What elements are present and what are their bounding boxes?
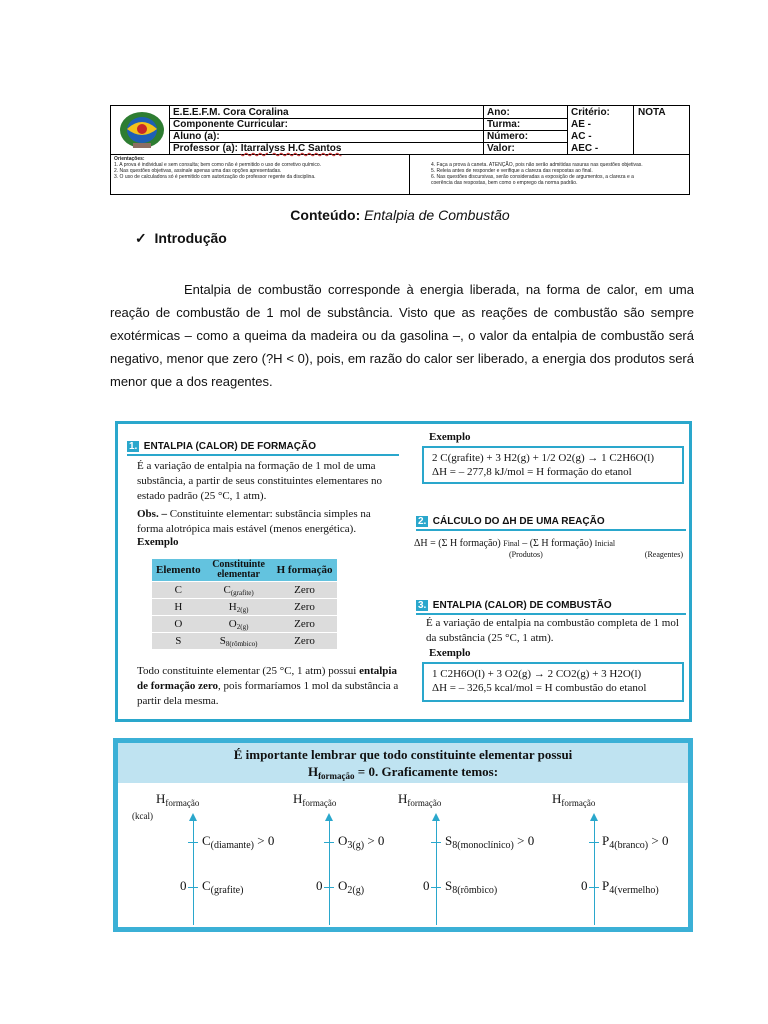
species-sub: 4(vermelho) [609, 885, 659, 896]
professor-label: Professor (a): [173, 143, 239, 154]
header-table [110, 105, 690, 195]
zero-label: 0 [316, 878, 323, 893]
species: O [338, 833, 348, 848]
y-axis [329, 819, 330, 925]
aec-label: AEC - [571, 143, 599, 154]
formula-sub: (grafite) [230, 588, 254, 597]
formula: C [223, 583, 231, 596]
professor-name: Itarralyss H.C Santos [240, 143, 342, 154]
section-heading [135, 230, 227, 247]
table-cell: Zero [273, 633, 337, 650]
table-cell: Zero [273, 582, 337, 599]
upper-tick [589, 842, 599, 843]
section1-heading [127, 436, 399, 456]
upper-label [602, 833, 668, 851]
species: C [202, 833, 211, 848]
species-sub: 8(monoclínico) [452, 840, 514, 851]
orientacao-item: 2. Nas questões objetivas, assinale apenas uma das opções apresentadas. [114, 168, 282, 174]
upper-tick [188, 842, 198, 843]
banner-h: H [307, 764, 319, 779]
species-sub: 2(g) [347, 885, 365, 896]
axis-sub: formação [561, 798, 596, 808]
footer-bold: entalpia de formação zero [137, 665, 397, 692]
content-topic: Entalpia de Combustão [364, 207, 510, 223]
exemplo-label-2: Exemplo [429, 431, 471, 443]
combustion-example-box [422, 662, 684, 702]
content-title [0, 207, 768, 223]
species-tail: > 0 [253, 833, 275, 848]
axis-h: H [398, 791, 408, 806]
lower-label [602, 878, 659, 896]
section2-number: 2. [418, 516, 427, 527]
upper-label [445, 833, 534, 851]
section3-title: ENTALPIA (CALOR) DE COMBUSTÃO [432, 600, 612, 611]
formula-sub: 2(g) [236, 622, 249, 631]
table-row [152, 582, 337, 599]
species-sub: (diamante) [210, 840, 254, 851]
y-axis [594, 819, 595, 925]
axis-title [398, 791, 441, 808]
obs-text [137, 507, 397, 537]
axis-h: H [156, 791, 166, 806]
footer-text: , pois formaríamos 1 mol da substância a partir dela mesma. [137, 680, 399, 707]
y-axis [193, 819, 194, 925]
upper-label [338, 833, 384, 851]
section2-heading [416, 511, 686, 531]
formula-sub: 8(rômbico) [225, 639, 258, 648]
content-label: Conteúdo: [290, 207, 361, 223]
species-tail: > 0 [513, 833, 535, 848]
lower-tick [589, 887, 599, 888]
banner-tail: = 0. Graficamente temos: [354, 764, 499, 779]
formula-sub: 2(g) [236, 605, 249, 614]
criterio-label: Critério: [571, 107, 610, 118]
ae-label: AE - [571, 119, 591, 130]
axis-title [156, 791, 199, 808]
ano-label: Ano: [487, 107, 510, 118]
table-cell [205, 616, 273, 633]
banner-line2 [118, 763, 688, 785]
kcal-label: (kcal) [132, 811, 153, 821]
formation-example-box [422, 446, 684, 484]
graph-banner [118, 743, 688, 783]
upper-label [202, 833, 274, 851]
table-row [152, 616, 337, 633]
formula-part: ΔH = (Σ H formação) [414, 538, 501, 549]
species-sub: (grafite) [210, 885, 244, 896]
orientacao-item: 1. A prova é individual e sem consulta; bem como não é permitido o uso de corretivo químico. [114, 162, 322, 168]
obs-body: Constituinte elementar: substância simples na forma alotrópica mais estável (menos energética). [137, 508, 371, 535]
orientacoes-right [431, 162, 686, 186]
lower-tick [324, 887, 334, 888]
table-cell: Zero [273, 599, 337, 616]
y-axis [436, 819, 437, 925]
orientacao-item: 3. O uso de calculadora só é permitido com autorização do professor regente da disciplina. [114, 174, 316, 180]
table-cell: C [152, 582, 205, 599]
obs-label: Obs. – [137, 508, 167, 520]
zero-label: 0 [180, 878, 187, 893]
axis-title [552, 791, 595, 808]
species: O [338, 878, 348, 893]
nota-label: NOTA [638, 107, 666, 118]
graph-figure [113, 738, 693, 932]
formula-inicial: Inicial [594, 539, 616, 548]
delta-h-formula [414, 538, 689, 560]
formation-table [152, 559, 337, 649]
banner-line1: É importante lembrar que todo constituinte elementar possui [233, 747, 573, 762]
formation-equation: 2 C(grafite) + 3 H2(g) + 1/2 O2(g) → 1 C2H6O(l) [432, 452, 654, 464]
valor-label: Valor: [487, 143, 515, 154]
table-header: Constituinte elementar [205, 559, 273, 582]
banner-sub: formação [318, 771, 355, 781]
upper-tick [431, 842, 441, 843]
combustion-delta-h: ΔH = – 326,5 kcal/mol = H combustão do etanol [432, 682, 647, 694]
table-cell: S [152, 633, 205, 650]
school-logo [117, 109, 167, 151]
axis-h: H [552, 791, 562, 806]
exemplo-label-1: Exemplo [137, 536, 179, 548]
lower-tick [188, 887, 198, 888]
entalpia-figure [115, 421, 692, 722]
table-cell [205, 633, 273, 650]
graph-inner [118, 743, 688, 927]
formula-labels [414, 549, 689, 560]
species: P [602, 833, 610, 848]
species-tail: > 0 [648, 833, 669, 848]
school-name: E.E.E.F.M. Cora Coralina [173, 107, 289, 118]
turma-label: Turma: [487, 119, 521, 130]
species: C [202, 878, 211, 893]
upper-tick [324, 842, 334, 843]
formula: O [228, 617, 237, 630]
section2-title: CÁLCULO DO ΔH DE UMA REAÇÃO [432, 516, 605, 527]
section1-footer [137, 664, 402, 709]
species: P [602, 878, 610, 893]
axis-sub: formação [407, 798, 442, 808]
formula: S [219, 634, 226, 647]
table-cell [205, 599, 273, 616]
componente-label: Componente Curricular: [173, 119, 289, 130]
zero-label: 0 [581, 878, 588, 893]
footer-text: Todo constituinte elementar (25 °C, 1 atm) possui [137, 665, 357, 677]
check-icon: ✓ [135, 230, 147, 246]
table-header: Elemento [152, 559, 205, 582]
aluno-label: Aluno (a): [173, 131, 220, 142]
section3-text: É a variação de entalpia na combustão completa de 1 mol da substância (25 °C, 1 atm). [426, 617, 679, 644]
formula-reagentes: (Reagentes) [644, 550, 683, 559]
formula-final: Final [503, 539, 520, 548]
formula-part: – (Σ H formação) [522, 538, 593, 549]
orientacao-item: 6. Nas questões discursivas, serão consideradas a exposição de argumentos, a clareza e a [431, 174, 634, 180]
lower-tick [431, 887, 441, 888]
section1-number: 1. [129, 441, 138, 452]
lower-label [338, 878, 364, 896]
section3-number: 3. [418, 600, 427, 611]
intro-paragraph: Entalpia de combustão corresponde à energia liberada, na forma de calor, em uma reação de combustão de 1 mol de substância. Visto que as reações de combustão são sempre exotérmicas – como a queima da madeira ou da gasolina –, o valor da entalpia de combustão será negativo, menor que zero (?H < 0), pois, em razão do calor ser liberado, a energia dos produtos será menor que a dos reagentes. [110, 282, 694, 389]
section1-title: ENTALPIA (CALOR) DE FORMAÇÃO [143, 441, 317, 452]
orientacoes-left [114, 156, 406, 180]
table-cell: O [152, 616, 205, 633]
orientacao-item: coerência das respostas, bem como o emprego da norma padrão. [431, 180, 578, 186]
section-title: Introdução [154, 230, 227, 246]
numero-label: Número: [487, 131, 529, 142]
table-cell: Zero [273, 616, 337, 633]
zero-label: 0 [423, 878, 430, 893]
section3-heading [416, 595, 686, 615]
formation-delta-h: ΔH = – 277,8 kJ/mol = H formação do etanol [432, 466, 632, 478]
species-sub: 3(g) [347, 840, 365, 851]
lower-label [202, 878, 243, 896]
species-sub: 4(branco) [609, 840, 649, 851]
species-sub: 8(rômbico) [452, 885, 498, 896]
ac-label: AC - [571, 131, 592, 142]
orientacoes-title: Orientações: [114, 156, 145, 162]
orientacao-item: 5. Releia antes de responder e verifique a clareza das respostas ao final. [431, 168, 593, 174]
diagram-row [118, 783, 688, 927]
table-header: H formação [273, 559, 337, 582]
formula-produtos: (Produtos) [509, 550, 543, 559]
lower-label [445, 878, 497, 896]
species: S [445, 833, 453, 848]
species-tail: > 0 [364, 833, 385, 848]
axis-h: H [293, 791, 303, 806]
table-cell: H [152, 599, 205, 616]
species: S [445, 878, 453, 893]
table-row [152, 633, 337, 650]
table-row [152, 599, 337, 616]
formula: H [228, 600, 237, 613]
axis-sub: formação [165, 798, 200, 808]
axis-title [293, 791, 336, 808]
combustion-equation: 1 C2H6O(l) + 3 O2(g) → 2 CO2(g) + 3 H2O(l) [432, 668, 642, 680]
section1-text: É a variação de entalpia na formação de 1 mol de uma substância, a partir de seus constituintes elementares no estado padrão (25 °C, 1 atm). [137, 460, 382, 502]
table-cell [205, 582, 273, 599]
exemplo-label-3: Exemplo [429, 647, 471, 659]
professor-field [173, 143, 341, 154]
orientacao-item: 4. Faça a prova à caneta. ATENÇÃO, pois não serão admitidas rasuras nas questões objetivas. [431, 162, 643, 168]
axis-sub: formação [302, 798, 337, 808]
